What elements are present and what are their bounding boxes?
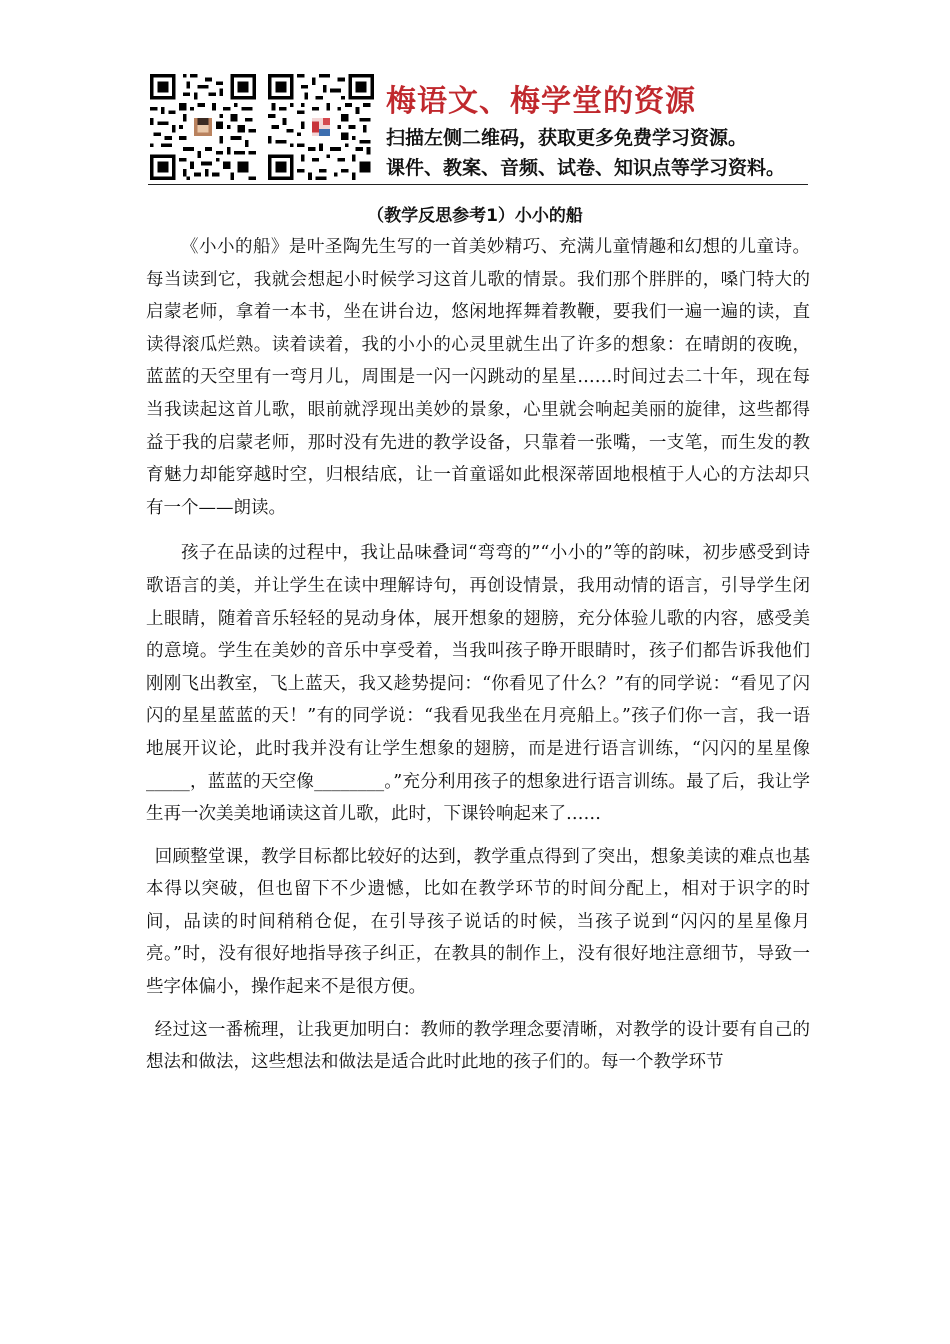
brand-title: 梅语文、梅学堂的资源 <box>386 84 696 119</box>
paragraph-3: 回顾整堂课，教学目标都比较好的达到，教学重点得到了突出，想象美读的难点也基本得以突破，但也留下不少遗憾，比如在教学环节的时间分配上，相对于识字的时间，品读的时间稍稍仓促，在引导孩子说话的时候，当孩子说到“闪闪的星星像月亮。”时，没有很好地指导孩子纠正，在教具的制作上，没有很好地注意细节，导致一些字体偏小，操作起来不是很方便。 <box>146 846 810 998</box>
qr-code-right <box>268 74 374 180</box>
promo-line-2: 课件、教案、音频、试卷、知识点等学习资料。 <box>386 157 786 179</box>
paragraph-1: 《小小的船》是叶圣陶先生写的一首美妙精巧、充满儿童情趣和幻想的儿童诗。每当读到它，我就会想起小时候学习这首儿歌的情景。我们那个胖胖的，嗓门特大的启蒙老师，拿着一本书，坐在讲台边，悠闲地挥舞着教鞭，要我们一遍一遍的读，直读得滚瓜烂熟。读着读着，我的小小的心灵里就生出了许多的想象：在晴朗的夜晚，蓝蓝的天空里有一弯月儿，周围是一闪一闪跳动的星星……时间过去二十年，现在每当我读起这首儿歌，眼前就浮现出美妙的景象，心里就会响起美丽的旋律，这些都得益于我的启蒙老师，那时没有先进的教学设备，只靠着一张嘴，一支笔，而生发的教育魅力却能穿越时空，归根结底，让一首童谣如此根深蒂固地根植于人心的方法却只有一个——朗读。 <box>146 237 810 518</box>
qr-code-left <box>150 74 256 180</box>
resource-header <box>148 70 808 185</box>
paragraph-2: 孩子在品读的过程中，我让品味叠词“弯弯的”“小小的”等的韵味，初步感受到诗歌语言的美，并让学生在读中理解诗句，再创设情景，我用动情的语言，引导学生闭上眼睛，随着音乐轻轻的晃动身体，展开想象的翅膀，充分体验儿歌的内容，感受美的意境。学生在美妙的音乐中享受着，当我叫孩子睁开眼睛时，孩子们都告诉我他们刚刚飞出教室，飞上蓝天，我又趁势提问：“你看见了什么？”有的同学说：“看见了闪闪的星星蓝蓝的天！”有的同学说：“我看见我坐在月亮船上。”孩子们你一言，我一语地展开议论，此时我并没有让学生想象的翅膀，而是进行语言训练，“闪闪的星星像_____，蓝蓝的天空像________。”充分利用孩子的想象进行语言训练。最了后，我让学生再一次美美地诵读这首儿歌，此时，下课铃响起来了…… <box>146 543 810 825</box>
promo-line-1: 扫描左侧二维码，获取更多免费学习资源。 <box>386 127 748 149</box>
document-body <box>146 231 810 1079</box>
document-title: （教学反思参考1）小小的船 <box>367 206 583 226</box>
paragraph-4: 经过这一番梳理，让我更加明白：教师的教学理念要清晰，对教学的设计要有自己的想法和做法，这些想法和做法是适合此时此地的孩子们的。每一个教学环节 <box>146 1019 810 1073</box>
